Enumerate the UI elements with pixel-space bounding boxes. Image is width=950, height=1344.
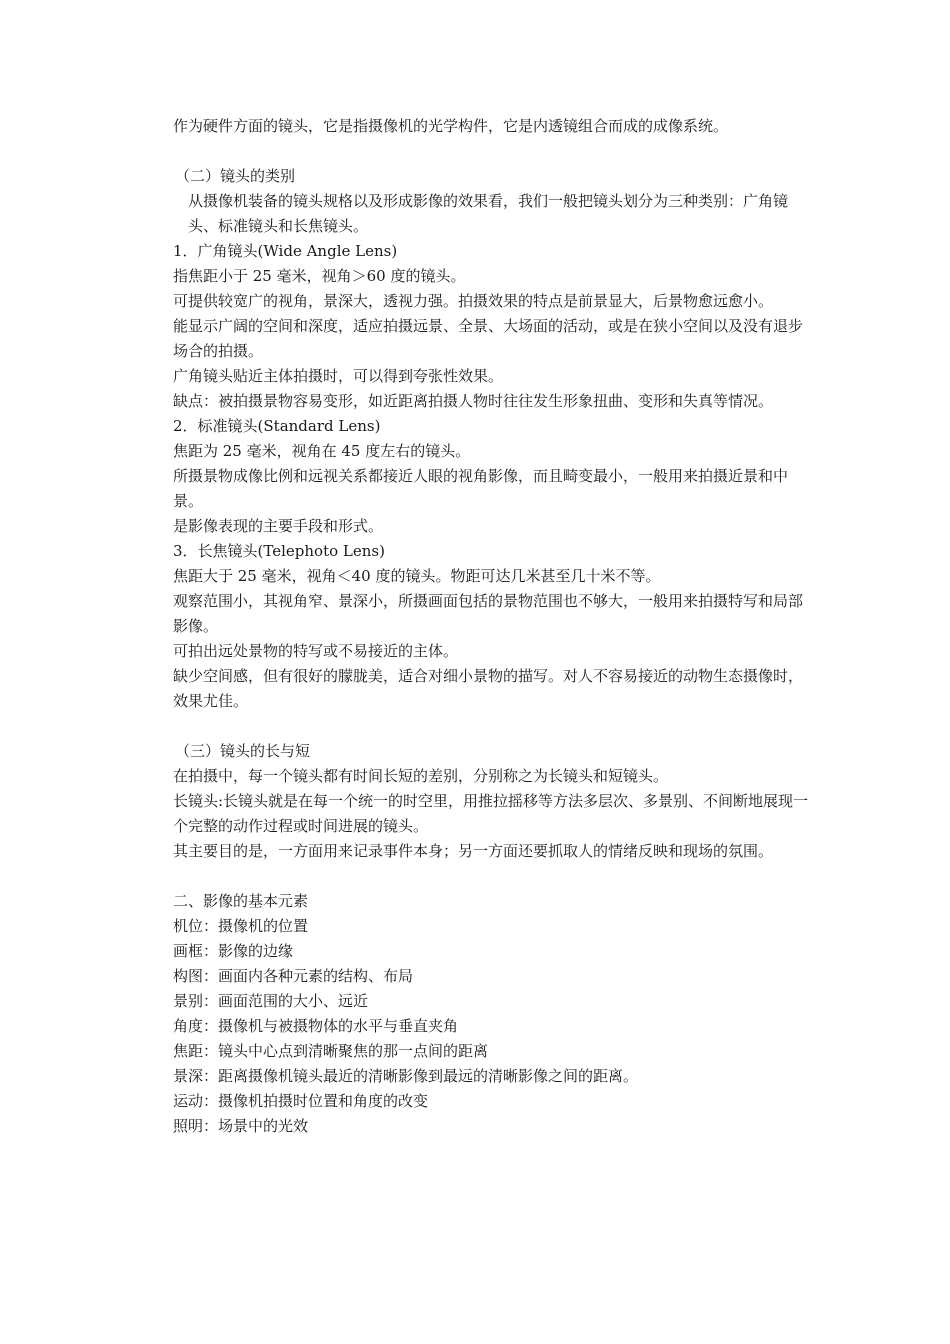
standard-lens-line: 焦距为 25 毫米，视角在 45 度左右的镜头。 (173, 442, 471, 460)
standard-lens-line: 所摄景物成像比例和远视关系都接近人眼的视角影像，而且畸变最小，一般用来拍摄近景和中景。 (173, 467, 789, 510)
standard-lens-line: 是影像表现的主要手段和形式。 (173, 517, 384, 535)
shot-length-line: 其主要目的是，一方面用来记录事件本身；另一方面还要抓取人的情绪反映和现场的氛围。 (173, 842, 774, 860)
shot-length-line: 在拍摄中，每一个镜头都有时间长短的差别，分别称之为长镜头和短镜头。 (173, 767, 669, 785)
spacer (173, 139, 813, 164)
tele-lens-title: 3．长焦镜头(Telephoto Lens) (173, 542, 385, 560)
element-item: 照明：场景中的光效 (173, 1117, 309, 1135)
wide-lens-line: 广角镜头贴近主体拍摄时，可以得到夸张性效果。 (173, 367, 504, 385)
wide-lens-line: 指焦距小于 25 毫米，视角＞60 度的镜头。 (173, 267, 466, 285)
element-item: 焦距：镜头中心点到清晰聚焦的那一点间的距离 (173, 1042, 489, 1060)
element-item: 景别：画面范围的大小、远近 (173, 992, 369, 1010)
element-item: 构图：画面内各种元素的结构、布局 (173, 967, 414, 985)
element-item: 景深：距离摄像机镜头最近的清晰影像到最远的清晰影像之间的距离。 (173, 1067, 639, 1085)
tele-lens-line: 可拍出远处景物的特写或不易接近的主体。 (173, 642, 459, 660)
tele-lens-line: 缺少空间感，但有很好的朦胧美，适合对细小景物的描写。对人不容易接近的动物生态摄像时，效果尤佳。 (173, 667, 804, 710)
intro-paragraph: 作为硬件方面的镜头，它是指摄像机的光学构件，它是内透镜组合而成的成像系统。 (173, 117, 729, 135)
element-item: 运动：摄像机拍摄时位置和角度的改变 (173, 1092, 429, 1110)
element-item: 画框：影像的边缘 (173, 942, 294, 960)
spacer (173, 714, 813, 739)
lens-types-lead: 从摄像机装备的镜头规格以及形成影像的效果看，我们一般把镜头划分为三种类别：广角镜头、标准镜头和长焦镜头。 (188, 192, 789, 235)
section-heading-image-elements: 二、影像的基本元素 (173, 892, 309, 910)
tele-lens-line: 观察范围小，其视角窄、景深小，所摄画面包括的景物范围也不够大，一般用来拍摄特写和局部影像。 (173, 592, 804, 635)
element-item: 角度：摄像机与被摄物体的水平与垂直夹角 (173, 1017, 459, 1035)
wide-lens-line: 缺点：被拍摄景物容易变形，如近距离拍摄人物时往往发生形象扭曲、变形和失真等情况。 (173, 392, 774, 410)
shot-length-line: 长镜头:长镜头就是在每一个统一的时空里，用推拉摇移等方法多层次、多景别、不间断地展现一个完整的动作过程或时间进展的镜头。 (173, 792, 809, 835)
section-heading-shot-length: （三）镜头的长与短 (175, 742, 311, 760)
wide-lens-line: 可提供较宽广的视角，景深大，透视力强。拍摄效果的特点是前景显大，后景物愈远愈小。 (173, 292, 774, 310)
element-item: 机位：摄像机的位置 (173, 917, 309, 935)
section-heading-lens-types: （二）镜头的类别 (175, 167, 296, 185)
wide-lens-title: 1．广角镜头(Wide Angle Lens) (173, 242, 398, 260)
tele-lens-line: 焦距大于 25 毫米，视角＜40 度的镜头。物距可达几米甚至几十米不等。 (173, 567, 661, 585)
document-page (173, 114, 813, 1139)
wide-lens-line: 能显示广阔的空间和深度，适应拍摄远景、全景、大场面的活动，或是在狭小空间以及没有退步场合的拍摄。 (173, 317, 804, 360)
standard-lens-title: 2．标准镜头(Standard Lens) (173, 417, 381, 435)
spacer (173, 864, 813, 889)
